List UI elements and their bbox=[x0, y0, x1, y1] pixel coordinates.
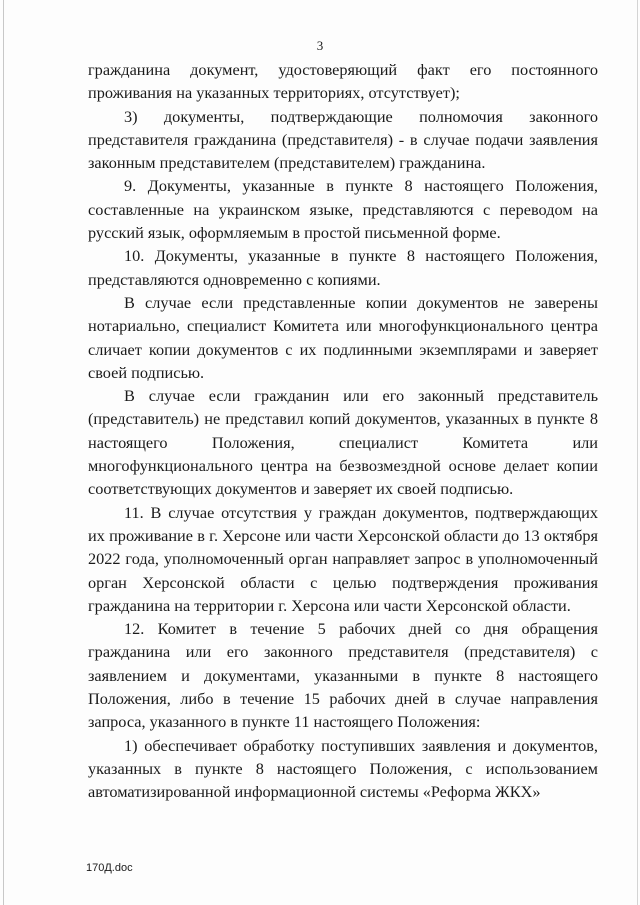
paragraph-4: 10. Документы, указанные в пункте 8 настоящего Положения, представляются одновременно с копиями. bbox=[88, 246, 598, 289]
paragraph-1: гражданина документ, удостоверяющий факт его постоянного проживания на указанных территориях, отсутствует); bbox=[88, 60, 598, 103]
file-name-footer: 170Д.doc bbox=[86, 862, 133, 874]
scan-edge-right bbox=[637, 0, 638, 905]
paragraph-7: 11. В случае отсутствия у граждан документов, подтверждающих их проживание в г. Херсоне или части Херсонской области до 13 октября 2022 года, уполномоченный орган направляет запрос в уполномоченный орган Херсонской области с целью подтверждения проживания гражданина на территории г. Херсона или части Херсонской области. bbox=[88, 502, 598, 615]
page-number: 3 bbox=[316, 38, 324, 53]
scan-edge-left bbox=[3, 0, 4, 905]
paragraph-5: В случае если представленные копии документов не заверены нотариально, специалист Комитета или многофункционального центра сличает копии документов с их подлинными экземплярами и заверяет своей подписью. bbox=[88, 292, 598, 382]
paragraph-8: 12. Комитет в течение 5 рабочих дней со дня обращения гражданина или его законного представителя (представителя) с заявлением и документами, указанными в пункте 8 настоящего Положения, либо в течение 15 рабочих дней в случае направления запроса, указанного в пункте 11 настоящего Положения: bbox=[88, 619, 598, 732]
paragraph-3: 9. Документы, указанные в пункте 8 настоящего Положения, составленные на украинском языке, представляются с переводом на русский язык, оформляемым в простой письменной форме. bbox=[88, 176, 598, 243]
paragraph-9: 1) обеспечивает обработку поступивших заявления и документов, указанных в пункте 8 настоящего Положения, с использованием автоматизированной информационной системы «Реформа ЖКХ» bbox=[88, 735, 598, 802]
paragraph-6: В случае если гражданин или его законный представитель (представитель) не представил копий документов, указанных в пункте 8 настоящего Положения, специалист Комитета или многофункционального центра на безвозмездной основе делает копии соответствующих документов и заверяет их своей подписью. bbox=[88, 386, 598, 499]
paragraph-2: 3) документы, подтверждающие полномочия законного представителя гражданина (представителя) - в случае подачи заявления законным представителем (представителем) гражданина. bbox=[88, 106, 598, 173]
document-body bbox=[88, 58, 598, 804]
